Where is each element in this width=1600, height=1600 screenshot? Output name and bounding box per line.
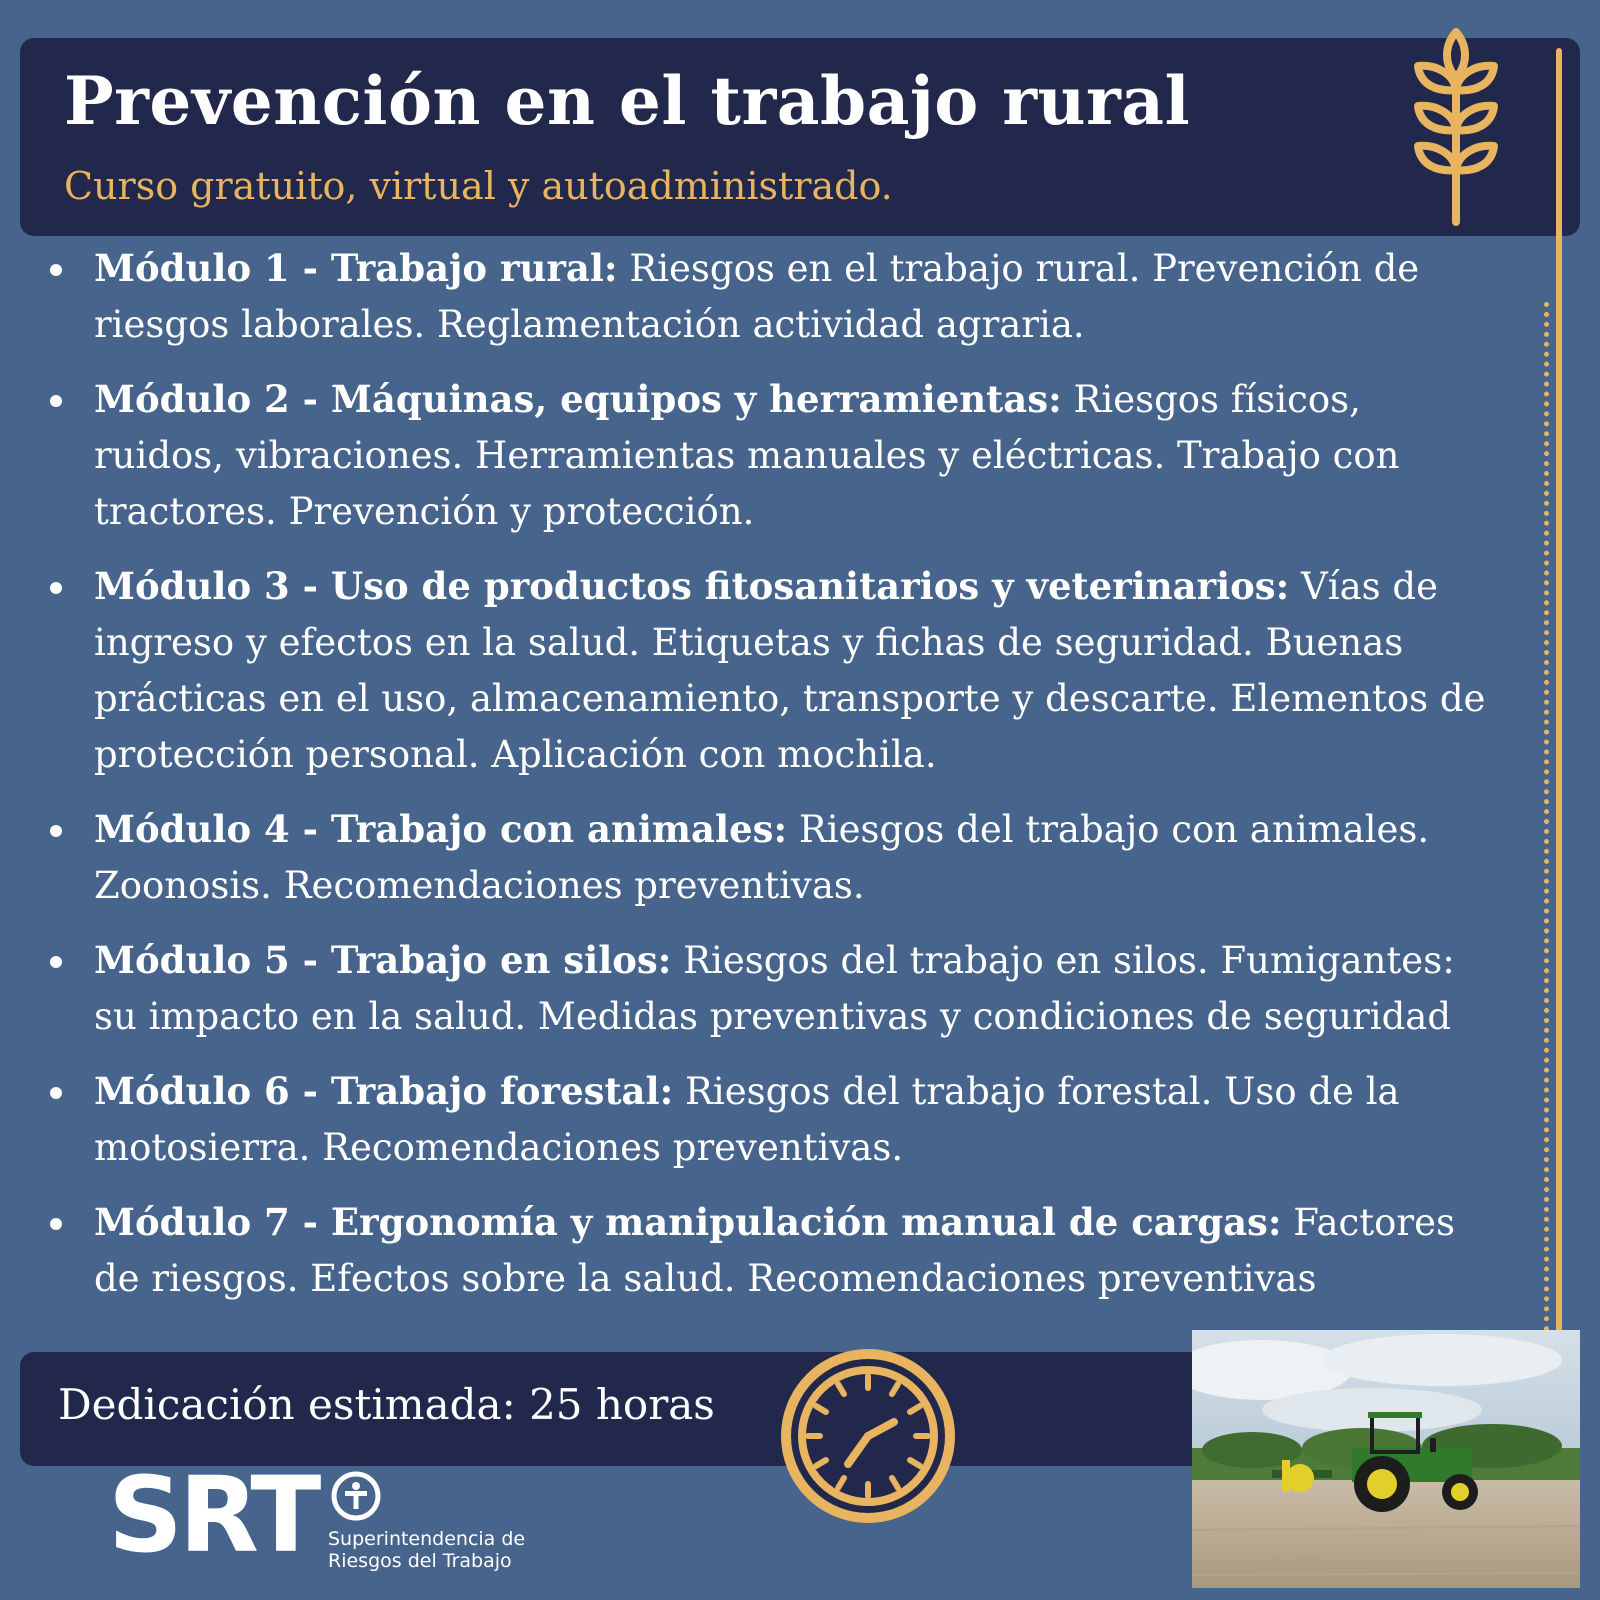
- module-item-5: [44, 932, 1494, 1045]
- module-title: Módulo 7 - Ergonomía y manipulación manual de cargas:: [94, 1200, 1282, 1244]
- module-title: Módulo 1 - Trabajo rural:: [94, 246, 618, 290]
- bullet-icon: [50, 264, 62, 276]
- bullet-icon: [50, 825, 62, 837]
- bullet-icon: [50, 582, 62, 594]
- module-description: Riesgos del trabajo forestal. Uso de la motosierra. Recomendaciones preventivas.: [94, 1070, 1400, 1169]
- bullet-icon: [50, 395, 62, 407]
- module-title: Módulo 5 - Trabajo en silos:: [94, 938, 672, 982]
- wheat-icon: [1404, 26, 1508, 230]
- clock-icon: [776, 1344, 960, 1528]
- bullet-icon: [50, 956, 62, 968]
- module-description: Riesgos físicos, ruidos, vibraciones. Herramientas manuales y eléctricas. Trabajo con tractores. Prevención y protección.: [94, 378, 1400, 533]
- module-description: Riesgos en el trabajo rural. Prevención de riesgos laborales. Reglamentación actividad agraria.: [94, 247, 1420, 346]
- module-list: [44, 240, 1494, 1325]
- module-item-2: [44, 371, 1494, 540]
- module-description: Vías de ingreso y efectos en la salud. Etiquetas y fichas de seguridad. Buenas prácticas en el uso, almacenamiento, transporte y descarte. Elementos de protección personal. Aplicación con mochila.: [94, 565, 1486, 776]
- srt-logo: [108, 1454, 568, 1588]
- module-title: Módulo 6 - Trabajo forestal:: [94, 1069, 674, 1113]
- decorative-dotted-line: [1544, 302, 1549, 1382]
- dedication-text: Dedicación estimada: 25 horas: [58, 1380, 715, 1429]
- module-item-6: [44, 1063, 1494, 1176]
- module-item-7: [44, 1194, 1494, 1307]
- module-item-1: [44, 240, 1494, 353]
- module-description: Riesgos del trabajo con animales. Zoonosis. Recomendaciones preventivas.: [94, 808, 1430, 907]
- module-item-4: [44, 801, 1494, 914]
- page-title: Prevención en el trabajo rural: [64, 62, 1191, 140]
- bullet-icon: [50, 1218, 62, 1230]
- module-title: Módulo 3 - Uso de productos fitosanitarios y veterinarios:: [94, 564, 1290, 608]
- logo-subtitle: [328, 1528, 525, 1572]
- module-title: Módulo 4 - Trabajo con animales:: [94, 807, 788, 851]
- tractor-photo: [1192, 1330, 1580, 1588]
- header-banner: [20, 38, 1580, 236]
- module-description: Riesgos del trabajo en silos. Fumigantes: su impacto en la salud. Medidas preventivas y condiciones de seguridad: [94, 939, 1455, 1038]
- decorative-vertical-line: [1556, 48, 1562, 1488]
- bullet-icon: [50, 1087, 62, 1099]
- logo-line-1: Superintendencia de: [328, 1528, 526, 1550]
- logo-letters: SRT: [108, 1454, 318, 1576]
- module-description: Factores de riesgos. Efectos sobre la salud. Recomendaciones preventivas: [94, 1201, 1455, 1300]
- dedication-banner: [20, 1352, 1226, 1466]
- module-item-3: [44, 558, 1494, 783]
- page-subtitle: Curso gratuito, virtual y autoadministrado.: [64, 164, 893, 208]
- srt-emblem-icon: [330, 1470, 382, 1522]
- module-title: Módulo 2 - Máquinas, equipos y herramientas:: [94, 377, 1062, 421]
- logo-line-2: Riesgos del Trabajo: [328, 1550, 512, 1572]
